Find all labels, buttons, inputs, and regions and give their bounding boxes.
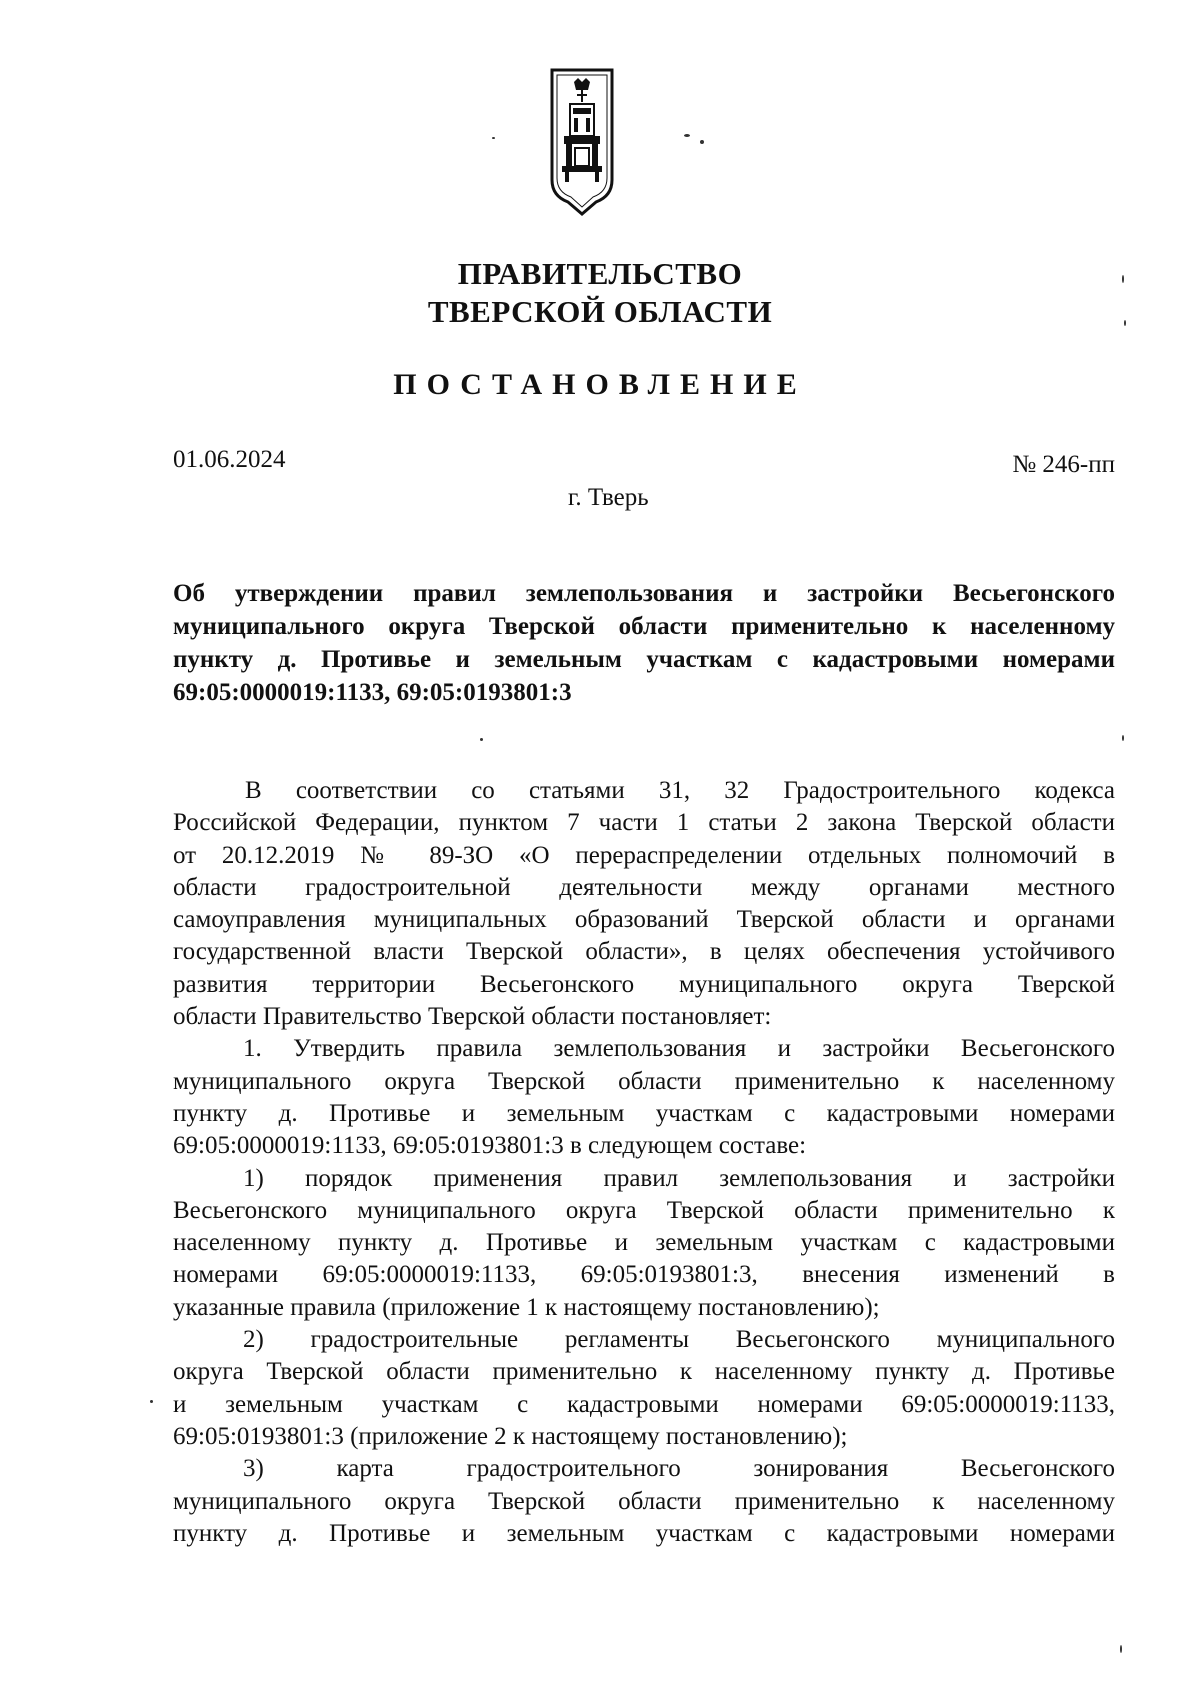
- document-city: г. Тверь: [568, 484, 649, 511]
- scan-speck: [684, 134, 690, 137]
- body-line: указанные правила (приложение 1 к настоящему постановлению);: [173, 1293, 880, 1321]
- document-subject: [173, 577, 1115, 709]
- body-line: 1. Утвердить правила землепользования и застройки Весьегонского: [243, 1035, 1115, 1063]
- government-title-line-2: ТВЕРСКОЙ ОБЛАСТИ: [427, 294, 773, 329]
- body-line: самоуправления муниципальных образований Тверской области и органами: [173, 906, 1115, 934]
- scan-speck: [1120, 1645, 1122, 1653]
- document-type-heading: ПОСТАНОВЛЕНИЕ: [393, 368, 807, 401]
- body-line: государственной власти Тверской области», в целях обеспечения устойчивого: [173, 938, 1115, 966]
- body-line: населенному пункту д. Противье и земельным участкам с кадастровыми: [173, 1229, 1115, 1257]
- body-line: 1) порядок применения правил землепользования и застройки: [243, 1164, 1115, 1192]
- body-line: Весьегонского муниципального округа Тверской области применительно к: [173, 1196, 1115, 1224]
- scan-speck: [492, 137, 495, 139]
- body-line: и земельным участкам с кадастровыми номерами 69:05:0000019:1133,: [173, 1390, 1115, 1418]
- tver-coat-of-arms-icon: [550, 68, 614, 218]
- body-line: 3) карта градостроительного зонирования Весьегонского: [243, 1455, 1115, 1483]
- body-line: пункту д. Противье и земельным участкам с кадастровыми номерами: [173, 1099, 1115, 1127]
- body-line: Российской Федерации, пунктом 7 части 1 статьи 2 закона Тверской области: [173, 809, 1115, 837]
- document-date: 01.06.2024: [173, 446, 286, 473]
- scan-speck: [1122, 275, 1124, 283]
- document-body: [173, 775, 1115, 1550]
- body-line: 2) градостроительные регламенты Весьегонского муниципального: [243, 1326, 1115, 1354]
- body-line: В соответствии со статьями 31, 32 Градостроительного кодекса: [245, 777, 1115, 804]
- scan-speck: [1124, 320, 1126, 326]
- body-line: 69:05:0000019:1133, 69:05:0193801:3 в следующем составе:: [173, 1132, 807, 1160]
- body-line: округа Тверской области применительно к населенному пункту д. Противье: [173, 1358, 1115, 1386]
- body-line: области Правительство Тверской области постановляет:: [173, 1003, 772, 1031]
- body-line: развития территории Весьегонского муниципального округа Тверской: [173, 970, 1115, 998]
- subject-line: пункту д. Противье и земельным участкам с кадастровыми номерами: [173, 646, 1115, 673]
- body-line: 69:05:0193801:3 (приложение 2 к настоящему постановлению);: [173, 1422, 848, 1450]
- document-number: № 246-пп: [1012, 451, 1115, 478]
- scan-speck: [480, 738, 483, 741]
- government-title-line-1: ПРАВИТЕЛЬСТВО: [457, 256, 743, 291]
- body-line: муниципального округа Тверской области применительно к населенному: [173, 1067, 1115, 1095]
- subject-line: 69:05:0000019:1133, 69:05:0193801:3: [173, 679, 572, 706]
- body-line: области градостроительной деятельности между органами местного: [173, 873, 1115, 901]
- scan-speck: [700, 140, 704, 144]
- scan-speck: [150, 1400, 153, 1403]
- body-line: пункту д. Противье и земельным участкам с кадастровыми номерами: [173, 1519, 1115, 1547]
- scan-speck: [1122, 735, 1124, 741]
- body-line: от 20.12.2019 № 89-ЗО «О перераспределении отдельных полномочий в: [173, 841, 1115, 869]
- subject-line: муниципального округа Тверской области применительно к населенному: [173, 613, 1115, 640]
- subject-line: Об утверждении правил землепользования и застройки Весьегонского: [173, 580, 1115, 607]
- body-line: муниципального округа Тверской области применительно к населенному: [173, 1487, 1115, 1515]
- body-line: номерами 69:05:0000019:1133, 69:05:0193801:3, внесения изменений в: [173, 1261, 1115, 1289]
